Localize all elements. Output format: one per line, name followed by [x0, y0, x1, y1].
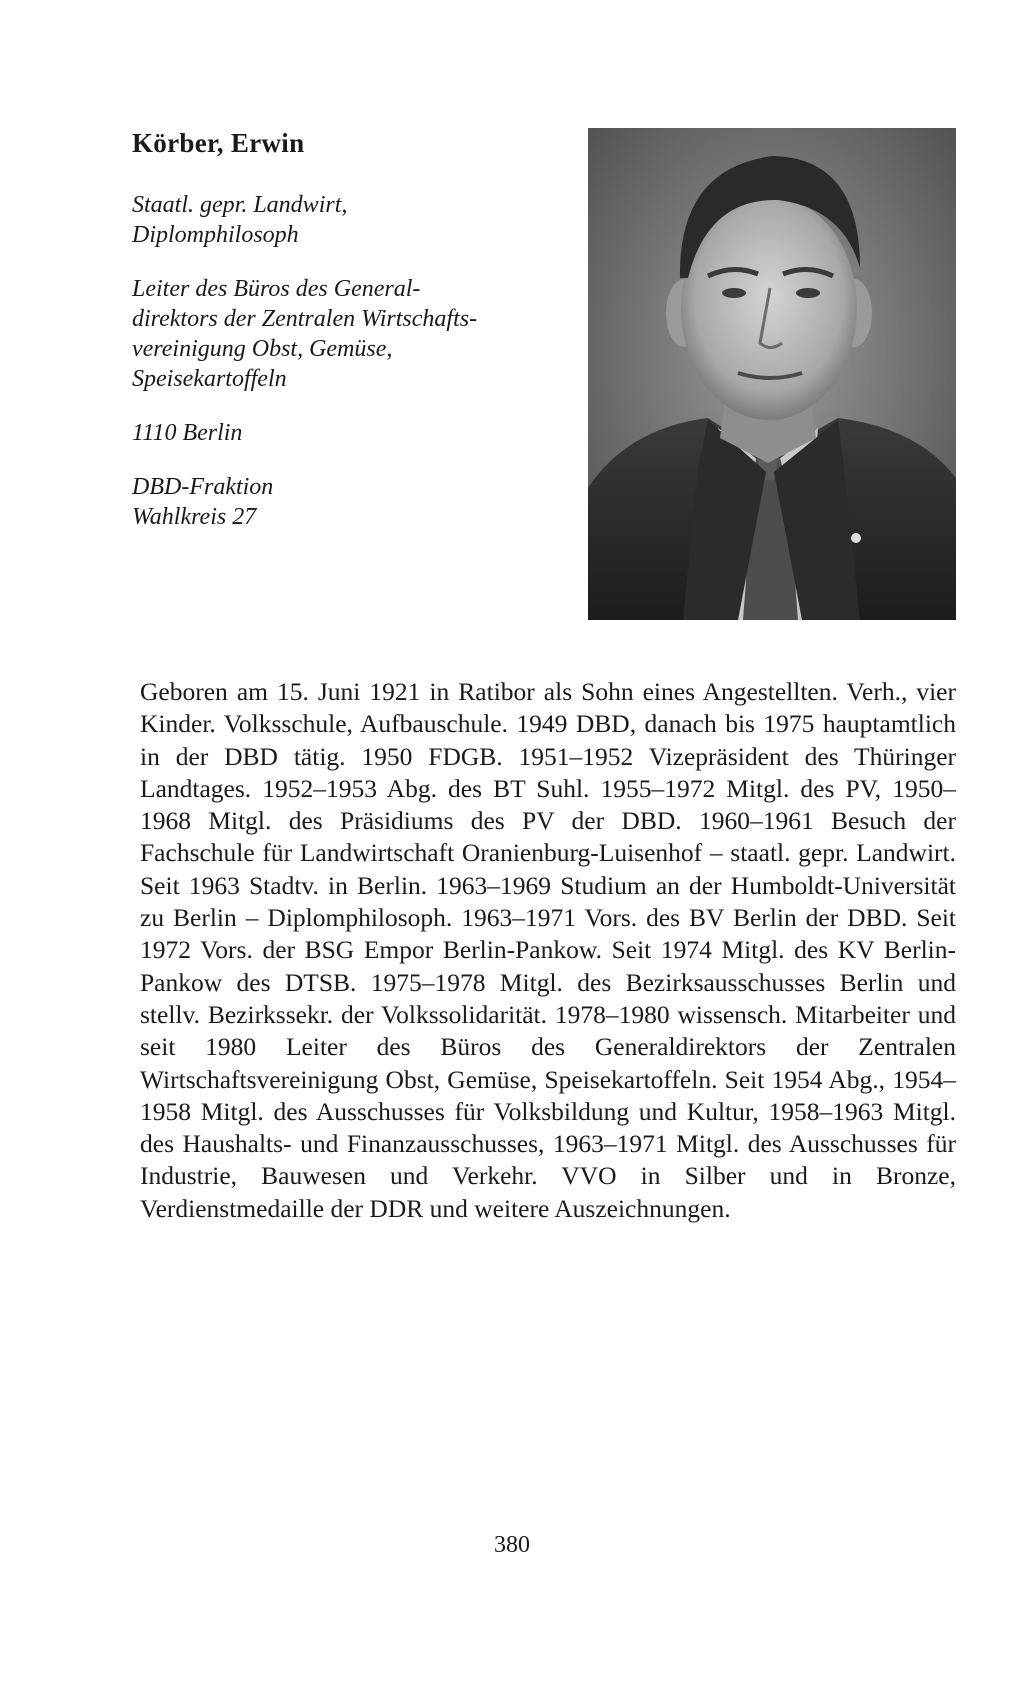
- location-line: 1110 Berlin: [132, 420, 243, 446]
- person-location: [132, 418, 572, 448]
- person-details: [132, 190, 572, 556]
- person-title: [132, 190, 572, 250]
- title-line: Staatl. gepr. Landwirt,: [132, 192, 348, 218]
- title-line: Diplomphilosoph: [132, 222, 299, 248]
- person-name: Körber, Erwin: [132, 128, 305, 158]
- person-position: [132, 274, 572, 394]
- position-line: Speisekartoffeln: [132, 366, 287, 392]
- faction-line: Wahlkreis 27: [132, 504, 257, 530]
- portrait-illustration: [588, 128, 956, 620]
- position-line: direktors der Zentralen Wirtschafts-: [132, 306, 478, 332]
- portrait-photo: [588, 128, 956, 620]
- biography-text: Geboren am 15. Juni 1921 in Ratibor als Sohn eines Angestellten. Verh., vier Kinder. Volksschule, Aufbauschule. 1949 DBD, danach bis 1975 hauptamtlich in der DBD tätig. 1950 FDGB. 1951–1952 Vizepräsident des Thüringer Landtages. 1952–1953 Abg. des BT Suhl. 1955–1972 Mitgl. des PV, 1950–1968 Mitgl. des Präsidiums des PV der DBD. 1960–1961 Besuch der Fachschule für Landwirtschaft Oranienburg-Luisenhof – staatl. gepr. Landwirt. Seit 1963 Stadtv. in Berlin. 1963–1969 Studium an der Humboldt-Universität zu Berlin – Diplomphilosoph. 1963–1971 Vors. des BV Berlin der DBD. Seit 1972 Vors. der BSG Empor Berlin-Pankow. Seit 1974 Mitgl. des KV Berlin-Pankow des DTSB. 1975–1978 Mitgl. des Bezirksausschusses Berlin und stellv. Bezirkssekr. der Volkssolidarität. 1978–1980 wissensch. Mitarbeiter und seit 1980 Leiter des Büros des Generaldirektors der Zentralen Wirtschaftsvereinigung Obst, Gemüse, Speisekartoffeln. Seit 1954 Abg., 1954–1958 Mitgl. des Ausschusses für Volksbildung und Kultur, 1958–1963 Mitgl. des Haushalts- und Finanzausschusses, 1963–1971 Mitgl. des Ausschusses für Industrie, Bauwesen und Verkehr. VVO in Silber und in Bronze, Verdienstmedaille der DDR und weitere Auszeichnungen.: [140, 677, 956, 1223]
- faction-line: DBD-Fraktion: [132, 474, 274, 500]
- position-line: Leiter des Büros des General-: [132, 276, 421, 302]
- position-line: vereinigung Obst, Gemüse,: [132, 336, 393, 362]
- person-faction: [132, 472, 572, 532]
- page-number: 380: [494, 1532, 530, 1558]
